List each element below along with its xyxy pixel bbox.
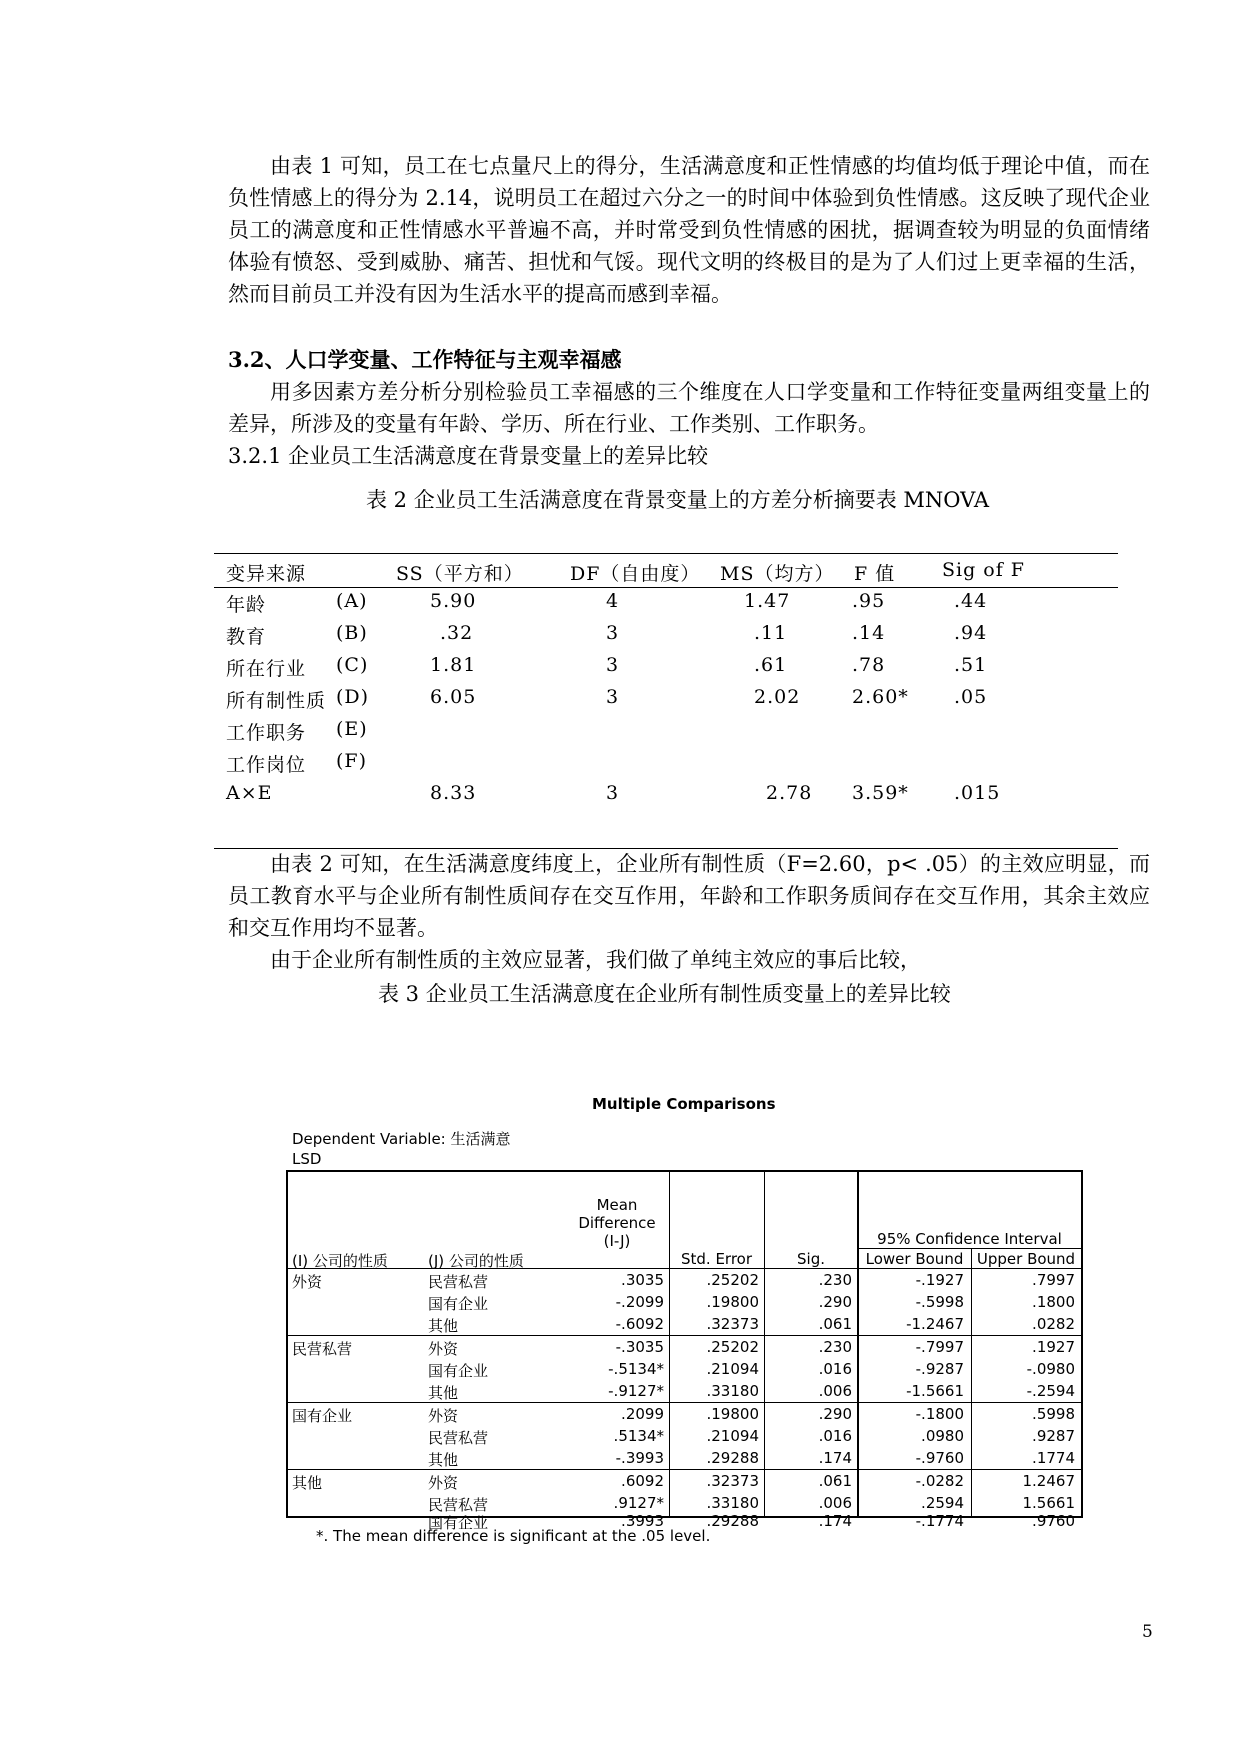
table-row	[288, 1380, 1081, 1402]
cell-mean-diff: -.3993	[615, 1449, 664, 1467]
cell-std-error: .32373	[706, 1472, 759, 1490]
cell-upper: .9287	[1032, 1427, 1075, 1445]
cell-lower: -1.2467	[906, 1315, 964, 1333]
row-source: 工作岗位	[226, 754, 307, 776]
header-j-company: (J) 公司的性质	[428, 1252, 524, 1270]
row-code: (E)	[336, 718, 368, 740]
header-confidence-interval: 95% Confidence Interval	[877, 1230, 1062, 1248]
cell-mean-diff: -.3035	[615, 1338, 664, 1356]
header-std-error: Std. Error	[680, 1250, 753, 1268]
header-df: DF（自由度）	[570, 563, 701, 585]
row-code: (A)	[336, 590, 368, 612]
table-row	[288, 1403, 1081, 1425]
table-2-caption: 表 2 企业员工生活满意度在背景变量上的方差分析摘要表 MNOVA	[366, 488, 990, 512]
cell-lower: -.0282	[915, 1472, 964, 1490]
cell-sig: .174	[818, 1512, 852, 1530]
cell-sig: .006	[818, 1494, 852, 1512]
cell-lower: -.1927	[915, 1271, 964, 1289]
cell-mean-diff: -.9127*	[608, 1382, 664, 1400]
row-code: (B)	[336, 622, 368, 644]
cell-std-error: .25202	[706, 1271, 759, 1289]
cell-mean-diff: .2099	[621, 1405, 664, 1423]
header-mean-line2: Difference	[578, 1214, 656, 1232]
cell-std-error: .32373	[706, 1315, 759, 1333]
row-f: .14	[852, 622, 886, 644]
row-ms: .61	[754, 654, 788, 676]
cell-upper: -.0980	[1026, 1360, 1075, 1378]
row-f: 3.59*	[852, 782, 909, 804]
cell-lower: -.9760	[915, 1449, 964, 1467]
table-row	[214, 782, 1118, 814]
method-label: LSD	[292, 1150, 322, 1168]
cell-upper: .7997	[1032, 1271, 1075, 1289]
cell-j: 民营私营	[428, 1496, 489, 1514]
table-row	[288, 1358, 1081, 1380]
table-3-caption: 表 3 企业员工生活满意度在企业所有制性质变量上的差异比较	[378, 982, 951, 1006]
header-mean-line3: (I-J)	[603, 1232, 631, 1250]
multiple-comparisons-title: Multiple Comparisons	[592, 1095, 776, 1113]
cell-j: 外资	[428, 1407, 459, 1425]
table-row	[288, 1291, 1081, 1313]
subsection-heading-3-2-1: 3.2.1 企业员工生活满意度在背景变量上的差异比较	[228, 444, 709, 468]
row-df: 3	[606, 782, 620, 804]
cell-sig: .016	[818, 1427, 852, 1445]
cell-j: 国有企业	[428, 1514, 489, 1532]
page-number: 5	[1142, 1622, 1153, 1642]
row-f: .78	[852, 654, 886, 676]
row-code: (D)	[336, 686, 370, 708]
table-row	[288, 1470, 1081, 1492]
table-row	[214, 750, 1118, 782]
row-sig: .015	[954, 782, 1001, 804]
cell-j: 民营私营	[428, 1273, 489, 1291]
cell-std-error: .29288	[706, 1449, 759, 1467]
cell-std-error: .33180	[706, 1494, 759, 1512]
cell-lower: -.1774	[915, 1512, 964, 1530]
table-row	[214, 622, 1118, 654]
cell-mean-diff: -.2099	[615, 1293, 664, 1311]
paragraph-1: 由表 1 可知，员工在七点量尺上的得分，生活满意度和正性情感的均值均低于理论中值，而在负性情感上的得分为 2.14，说明员工在超过六分之一的时间中体验到负性情感。这反映了现代企业员工的满意度和正性情感水平普遍不高，并时常受到负性情感的困扰，据调查较为明显的负面情绪体验有愤怒、受到威胁、痛苦、担忧和气馁。现代文明的终极目的是为了人们过上更幸福的生活，然而目前员工并没有因为生活水平的提高而感到幸福。	[228, 154, 1150, 306]
cell-std-error: .21094	[706, 1360, 759, 1378]
cell-sig: .290	[818, 1293, 852, 1311]
cell-j: 其他	[428, 1317, 459, 1335]
row-df: 3	[606, 686, 620, 708]
group-label: 其他	[292, 1474, 323, 1492]
cell-upper: .1927	[1032, 1338, 1075, 1356]
row-df: 3	[606, 622, 620, 644]
row-source: 教育	[226, 626, 267, 648]
table-row	[214, 686, 1118, 718]
cell-sig: .230	[818, 1271, 852, 1289]
group-label: 民营私营	[292, 1340, 353, 1358]
cell-upper: .1800	[1032, 1293, 1075, 1311]
row-ss: 5.90	[430, 590, 477, 612]
row-ms: .11	[754, 622, 788, 644]
cell-sig: .230	[818, 1338, 852, 1356]
table-row	[214, 718, 1118, 750]
dependent-variable-label: Dependent Variable: 生活满意	[292, 1130, 511, 1148]
cell-sig: .061	[818, 1315, 852, 1333]
row-ss: .32	[440, 622, 474, 644]
cell-lower: .0980	[921, 1427, 964, 1445]
cell-mean-diff: .5134*	[613, 1427, 664, 1445]
cell-lower: -1.5661	[906, 1382, 964, 1400]
row-source: 所有制性质	[226, 690, 327, 712]
header-ss: SS（平方和）	[396, 563, 524, 585]
row-sig: .94	[954, 622, 988, 644]
row-ms: 2.78	[766, 782, 813, 804]
cell-mean-diff: -.6092	[615, 1315, 664, 1333]
cell-sig: .174	[818, 1449, 852, 1467]
header-lower-bound: Lower Bound	[865, 1250, 964, 1268]
table-row	[288, 1447, 1081, 1469]
cell-j: 其他	[428, 1451, 459, 1469]
cell-sig: .061	[818, 1472, 852, 1490]
row-source: 年龄	[226, 594, 267, 616]
header-mean-line1: Mean	[596, 1196, 638, 1214]
table-row	[288, 1313, 1081, 1335]
header-i-company: (I) 公司的性质	[292, 1252, 388, 1270]
group-label: 外资	[292, 1273, 323, 1291]
row-sig: .05	[954, 686, 988, 708]
cell-mean-diff: .3035	[621, 1271, 664, 1289]
cell-j: 国有企业	[428, 1295, 489, 1313]
cell-sig: .290	[818, 1405, 852, 1423]
header-ms: MS（均方）	[720, 563, 835, 585]
cell-upper: .0282	[1032, 1315, 1075, 1333]
table-row	[214, 590, 1118, 622]
cell-std-error: .21094	[706, 1427, 759, 1445]
row-f: .95	[852, 590, 886, 612]
cell-std-error: .19800	[706, 1405, 759, 1423]
row-sig: .51	[954, 654, 988, 676]
cell-std-error: .33180	[706, 1382, 759, 1400]
row-sig: .44	[954, 590, 988, 612]
table-header-row	[214, 554, 1118, 588]
table-row	[288, 1492, 1081, 1514]
cell-lower: -.5998	[915, 1293, 964, 1311]
header-sig: Sig of F	[942, 559, 1025, 581]
row-source: 所在行业	[226, 658, 307, 680]
anova-summary-table	[214, 553, 1118, 849]
cell-upper: 1.5661	[1022, 1494, 1075, 1512]
row-source: A×E	[226, 782, 273, 804]
cell-j: 外资	[428, 1340, 459, 1358]
paragraph-3: 由表 2 可知，在生活满意度纬度上，企业所有制性质（F=2.60，p< .05）的主效应明显，而员工教育水平与企业所有制性质间存在交互作用，年龄和工作职务质间存在交互作用，其余主效应和交互作用均不显著。	[228, 852, 1150, 940]
header-sig: Sig.	[797, 1250, 825, 1268]
paragraph-4: 由于企业所有制性质的主效应显著，我们做了单纯主效应的事后比较，	[270, 948, 921, 972]
cell-mean-diff: -.5134*	[608, 1360, 664, 1378]
cell-upper: .9760	[1032, 1512, 1075, 1530]
table-row	[288, 1336, 1081, 1358]
group-label: 国有企业	[292, 1407, 353, 1425]
cell-j: 民营私营	[428, 1429, 489, 1447]
cell-upper: .1774	[1032, 1449, 1075, 1467]
cell-mean-diff: .9127*	[613, 1494, 664, 1512]
table-row	[288, 1425, 1081, 1447]
row-ss: 6.05	[430, 686, 477, 708]
row-ss: 8.33	[430, 782, 477, 804]
row-ms: 1.47	[744, 590, 791, 612]
cell-sig: .006	[818, 1382, 852, 1400]
cell-lower: -.1800	[915, 1405, 964, 1423]
cell-std-error: .29288	[706, 1512, 759, 1530]
row-df: 3	[606, 654, 620, 676]
header-f: F 值	[854, 563, 896, 585]
row-code: (C)	[336, 654, 369, 676]
cell-upper: 1.2467	[1022, 1472, 1075, 1490]
row-ss: 1.81	[430, 654, 477, 676]
cell-std-error: .19800	[706, 1293, 759, 1311]
row-source: 工作职务	[226, 722, 307, 744]
cell-upper: -.2594	[1026, 1382, 1075, 1400]
cell-upper: .5998	[1032, 1405, 1075, 1423]
header-upper-bound: Upper Bound	[976, 1250, 1076, 1268]
table-row	[214, 654, 1118, 686]
cell-std-error: .25202	[706, 1338, 759, 1356]
cell-mean-diff: .3993	[621, 1512, 664, 1530]
paragraph-2: 用多因素方差分析分别检验员工幸福感的三个维度在人口学变量和工作特征变量两组变量上的差异，所涉及的变量有年龄、学历、所在行业、工作类别、工作职务。	[228, 380, 1150, 436]
row-f: 2.60*	[852, 686, 909, 708]
header-source: 变异来源	[226, 563, 307, 585]
significance-footnote: *. The mean difference is significant at the .05 level.	[316, 1527, 711, 1545]
cell-lower: -.7997	[915, 1338, 964, 1356]
row-code: (F)	[336, 750, 368, 772]
section-heading-3-2: 3.2、人口学变量、工作特征与主观幸福感	[228, 347, 622, 372]
cell-lower: .2594	[921, 1494, 964, 1512]
multiple-comparisons-table	[286, 1170, 1083, 1532]
cell-lower: -.9287	[915, 1360, 964, 1378]
row-df: 4	[606, 590, 620, 612]
cell-mean-diff: .6092	[621, 1472, 664, 1490]
cell-j: 其他	[428, 1384, 459, 1402]
cell-j: 国有企业	[428, 1362, 489, 1380]
table-row	[288, 1269, 1081, 1291]
row-ms: 2.02	[754, 686, 801, 708]
cell-sig: .016	[818, 1360, 852, 1378]
cell-j: 外资	[428, 1474, 459, 1492]
